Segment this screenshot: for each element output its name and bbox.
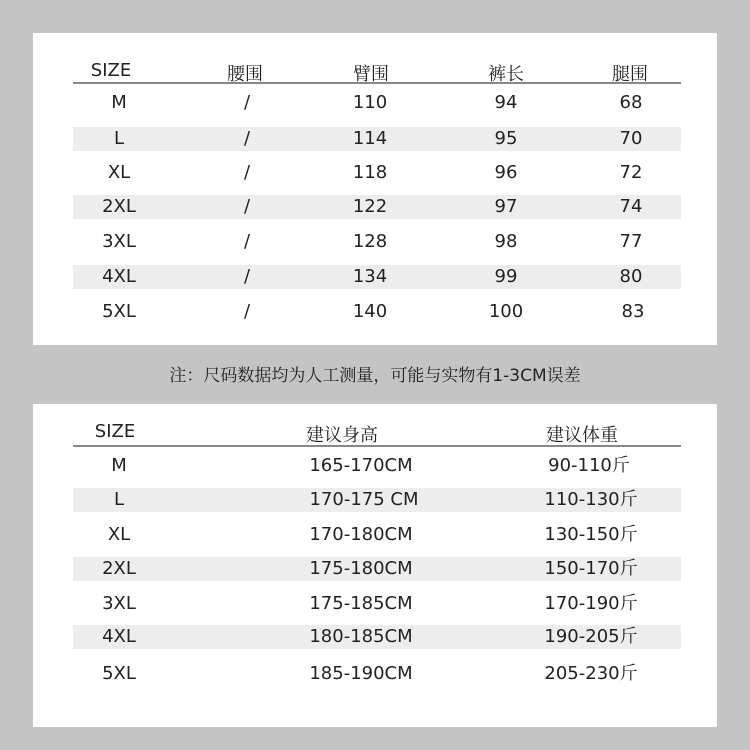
cell-arm: 114: [352, 128, 388, 149]
table-row: [73, 91, 681, 115]
cell-arm: 110: [352, 92, 388, 113]
cell-size: 3XL: [102, 593, 136, 614]
header-recommended-weight: 建议体重: [546, 425, 618, 446]
cell-arm: 122: [352, 196, 388, 217]
cell-weight: 90-110斤: [548, 455, 630, 476]
table-row: [73, 662, 681, 686]
cell-height: 185-190CM: [309, 663, 413, 684]
table-row: [73, 265, 681, 289]
cell-height: 170-180CM: [309, 524, 413, 545]
cell-size: 2XL: [102, 558, 136, 579]
cell-thigh: 70: [619, 128, 643, 149]
cell-waist: /: [243, 231, 251, 252]
cell-arm: 118: [352, 162, 388, 183]
cell-weight: 130-150斤: [544, 524, 638, 545]
cell-pant-length: 97: [494, 196, 518, 217]
cell-size: 3XL: [102, 231, 136, 252]
cell-size: 4XL: [102, 266, 136, 287]
cell-height: 180-185CM: [309, 626, 413, 647]
table-row: [73, 230, 681, 254]
cell-size: L: [113, 489, 125, 510]
cell-waist: /: [243, 301, 251, 322]
cell-thigh: 68: [619, 92, 643, 113]
header-recommended-height: 建议身高: [306, 425, 378, 446]
table-row: [73, 127, 681, 151]
table-row: [73, 523, 681, 547]
table-row: [73, 488, 681, 512]
cell-height: 170-175 CM: [309, 489, 419, 510]
cell-weight: 190-205斤: [544, 626, 638, 647]
cell-arm: 134: [352, 266, 388, 287]
cell-size: XL: [107, 524, 131, 545]
table-row: [73, 161, 681, 185]
cell-waist: /: [243, 128, 251, 149]
cell-waist: /: [243, 92, 251, 113]
cell-height: 175-180CM: [309, 558, 413, 579]
cell-size: M: [111, 455, 127, 476]
cell-weight: 150-170斤: [544, 558, 638, 579]
cell-size: 2XL: [102, 196, 136, 217]
table-row: [73, 300, 681, 324]
header-pant-length: 裤长: [488, 64, 524, 85]
cell-arm: 140: [352, 301, 388, 322]
cell-size: XL: [107, 162, 131, 183]
header-size: SIZE: [94, 421, 136, 442]
cell-pant-length: 95: [494, 128, 518, 149]
cell-pant-length: 99: [494, 266, 518, 287]
cell-thigh: 80: [619, 266, 643, 287]
cell-waist: /: [243, 266, 251, 287]
header-arm: 臂围: [353, 64, 389, 85]
cell-arm: 128: [352, 231, 388, 252]
cell-thigh: 74: [619, 196, 643, 217]
cell-size: 5XL: [102, 663, 136, 684]
cell-height: 175-185CM: [309, 593, 413, 614]
cell-thigh: 72: [619, 162, 643, 183]
cell-weight: 170-190斤: [544, 593, 638, 614]
recommendation-table-header: [73, 416, 681, 447]
cell-height: 165-170CM: [309, 455, 413, 476]
table-row: [73, 454, 681, 478]
cell-thigh: 83: [621, 301, 645, 322]
cell-size: L: [113, 128, 125, 149]
measurement-note: 注：尺码数据均为人工测量，可能与实物有1-3CM误差: [169, 366, 581, 386]
cell-thigh: 77: [619, 231, 643, 252]
cell-pant-length: 94: [494, 92, 518, 113]
table-row: [73, 195, 681, 219]
cell-size: M: [111, 92, 127, 113]
cell-size: 4XL: [102, 626, 136, 647]
header-size: SIZE: [90, 60, 132, 81]
measurement-table-card: [33, 33, 717, 345]
cell-waist: /: [243, 162, 251, 183]
measurement-table-header: [73, 45, 681, 84]
cell-pant-length: 100: [488, 301, 524, 322]
header-thigh: 腿围: [612, 64, 648, 85]
recommendation-table-card: [33, 404, 717, 727]
cell-weight: 110-130斤: [544, 489, 638, 510]
cell-pant-length: 98: [494, 231, 518, 252]
table-row: [73, 557, 681, 581]
table-row: [73, 625, 681, 649]
cell-pant-length: 96: [494, 162, 518, 183]
table-row: [73, 592, 681, 616]
header-waist: 腰围: [227, 64, 263, 85]
cell-weight: 205-230斤: [544, 663, 638, 684]
cell-waist: /: [243, 196, 251, 217]
cell-size: 5XL: [102, 301, 136, 322]
